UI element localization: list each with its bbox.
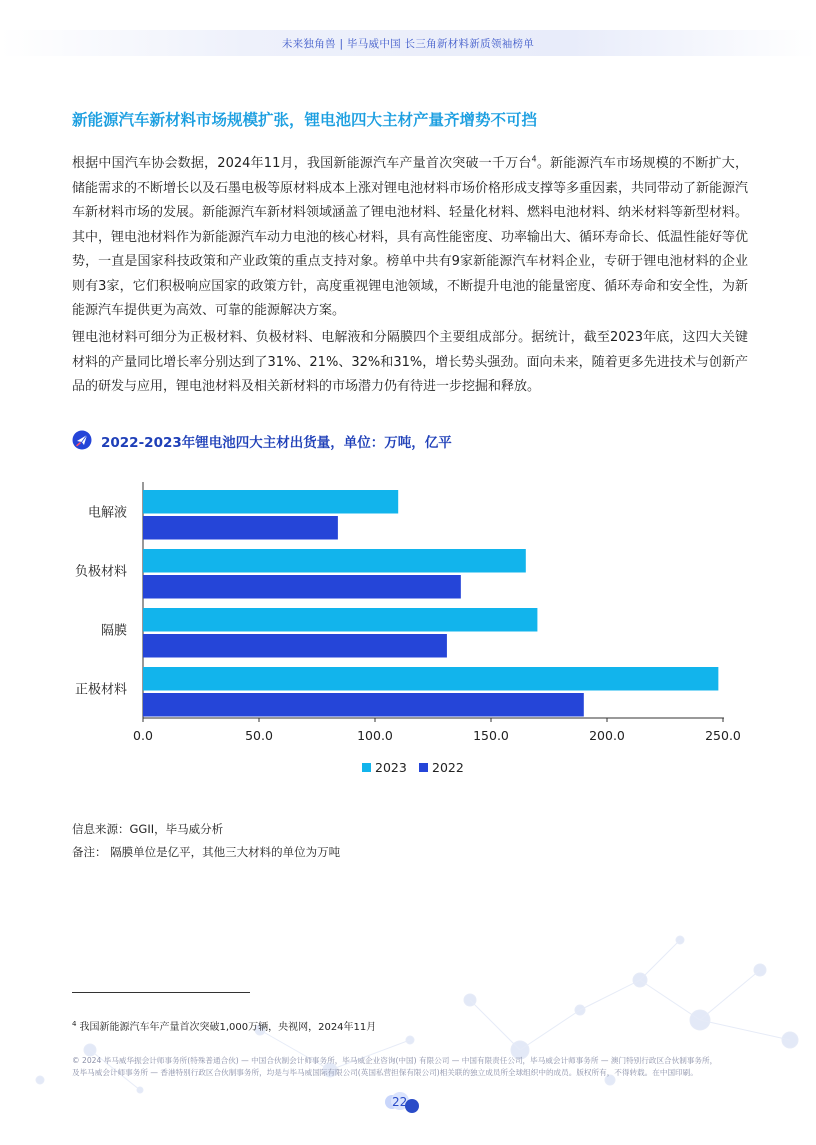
footnote-text: 我国新能源汽车年产量首次突破1,000万辆，央视网，2024年11月 — [79, 1022, 377, 1033]
footnote-ref[interactable]: 4 — [531, 154, 537, 164]
paragraph-1-rest: 。新能源汽车市场规模的不断扩大，储能需求的不断增长以及石墨电极等原材料成本上涨对锂电池材料市场价格形成支撑等多重因素，共同带动了新能源汽车新材料市场的发展。新能源汽车新材料领域涵盖了锂电池材料、轻量化材料、燃料电池材料、纳米材料等新型材料。其中，锂电池材料作为新能源汽车动力电池的核心材料，具有高性能密度、功率输出大、循环寿命长、低温性能好等优势，一直是国家科技政策和产业政策的重点支持对象。榜单中共有9家新能源汽车材料企业，专研于锂电池材料的企业则有3家，它们积极响应国家的政策方针，高度重视锂电池领域，不断提升电池的能量密度、循环寿命和安全性，为新能源汽车提供更为高效、可靠的能源解决方案。 — [72, 156, 749, 318]
legend-swatch-2022 — [419, 763, 428, 772]
footnote-number: 4 — [72, 1019, 77, 1028]
section-title: 新能源汽车新材料市场规模扩张，锂电池四大主材产量齐增势不可挡 — [72, 111, 538, 129]
x-tick-label: 50.0 — [245, 728, 273, 743]
x-tick-label: 250.0 — [705, 728, 741, 743]
bar-2022-3 — [143, 693, 584, 717]
x-tick-label: 150.0 — [473, 728, 509, 743]
bar-2022-2 — [143, 634, 447, 658]
bar-chart — [60, 470, 760, 800]
bar-2023-2 — [143, 608, 537, 632]
copyright-line-1: © 2024 毕马威华振会计师事务所(特殊普通合伙) — 中国合伙制会计师事务所，毕马威企业咨询(中国) 有限公司 — 中国有限责任公司，毕马威会计师事务所 — 澳门特别行政区合伙制事务所， — [72, 1056, 718, 1065]
source-note: 信息来源：GGII，毕马威分析 — [72, 822, 224, 836]
footnote-divider — [72, 992, 250, 993]
copyright-line-2: 及毕马威会计师事务所 — 香港特别行政区合伙制事务所，均是与毕马威国际有限公司(英国私营担保有限公司)相关联的独立成员所全球组织中的成员。版权所有，不得转载。在中国印刷。 — [72, 1068, 698, 1077]
legend-label-2023: 2023 — [375, 760, 407, 775]
bar-2022-0 — [143, 516, 338, 540]
x-tick-label: 100.0 — [357, 728, 393, 743]
page-number-badge — [372, 1088, 442, 1118]
category-label: 电解液 — [87, 505, 127, 521]
x-tick-label: 0.0 — [133, 728, 153, 743]
legend-swatch-2023 — [362, 763, 371, 772]
running-header: 未来独角兽 | 毕马威中国 长三角新材料新质领袖榜单 — [281, 38, 535, 50]
paper-plane-icon — [72, 430, 92, 450]
chart-title: 2022-2023年锂电池四大主材出货量，单位：万吨，亿平 — [101, 435, 452, 451]
bar-2023-1 — [143, 549, 526, 573]
paragraph-1-start: 根据中国汽车协会数据，2024年11月，我国新能源汽车产量首次突破一千万台 — [72, 156, 532, 171]
copyright-notice — [72, 1055, 748, 1079]
bar-2023-3 — [143, 667, 718, 691]
category-label: 隔膜 — [100, 623, 127, 639]
bar-2023-0 — [143, 490, 398, 514]
remark-note: 备注： 隔膜单位是亿平，其他三大材料的单位为万吨 — [72, 845, 341, 859]
category-label: 负极材料 — [74, 564, 127, 580]
x-tick-label: 200.0 — [589, 728, 625, 743]
page-number: 22 — [392, 1095, 408, 1109]
footnote — [72, 1018, 376, 1033]
paragraph-1 — [72, 152, 748, 324]
paragraph-2: 锂电池材料可细分为正极材料、负极材料、电解液和分隔膜四个主要组成部分。据统计，截至2023年底，这四大关键材料的产量同比增长率分别达到了31%、21%、32%和31%，增长势头强劲。面向未来，随着更多先进技术与创新产品的研发与应用，锂电池材料及相关新材料的市场潜力仍有待进一步挖掘和释放。 — [72, 330, 748, 394]
bar-2022-1 — [143, 575, 461, 599]
legend-label-2022: 2022 — [432, 760, 464, 775]
category-label: 正极材料 — [74, 682, 127, 698]
